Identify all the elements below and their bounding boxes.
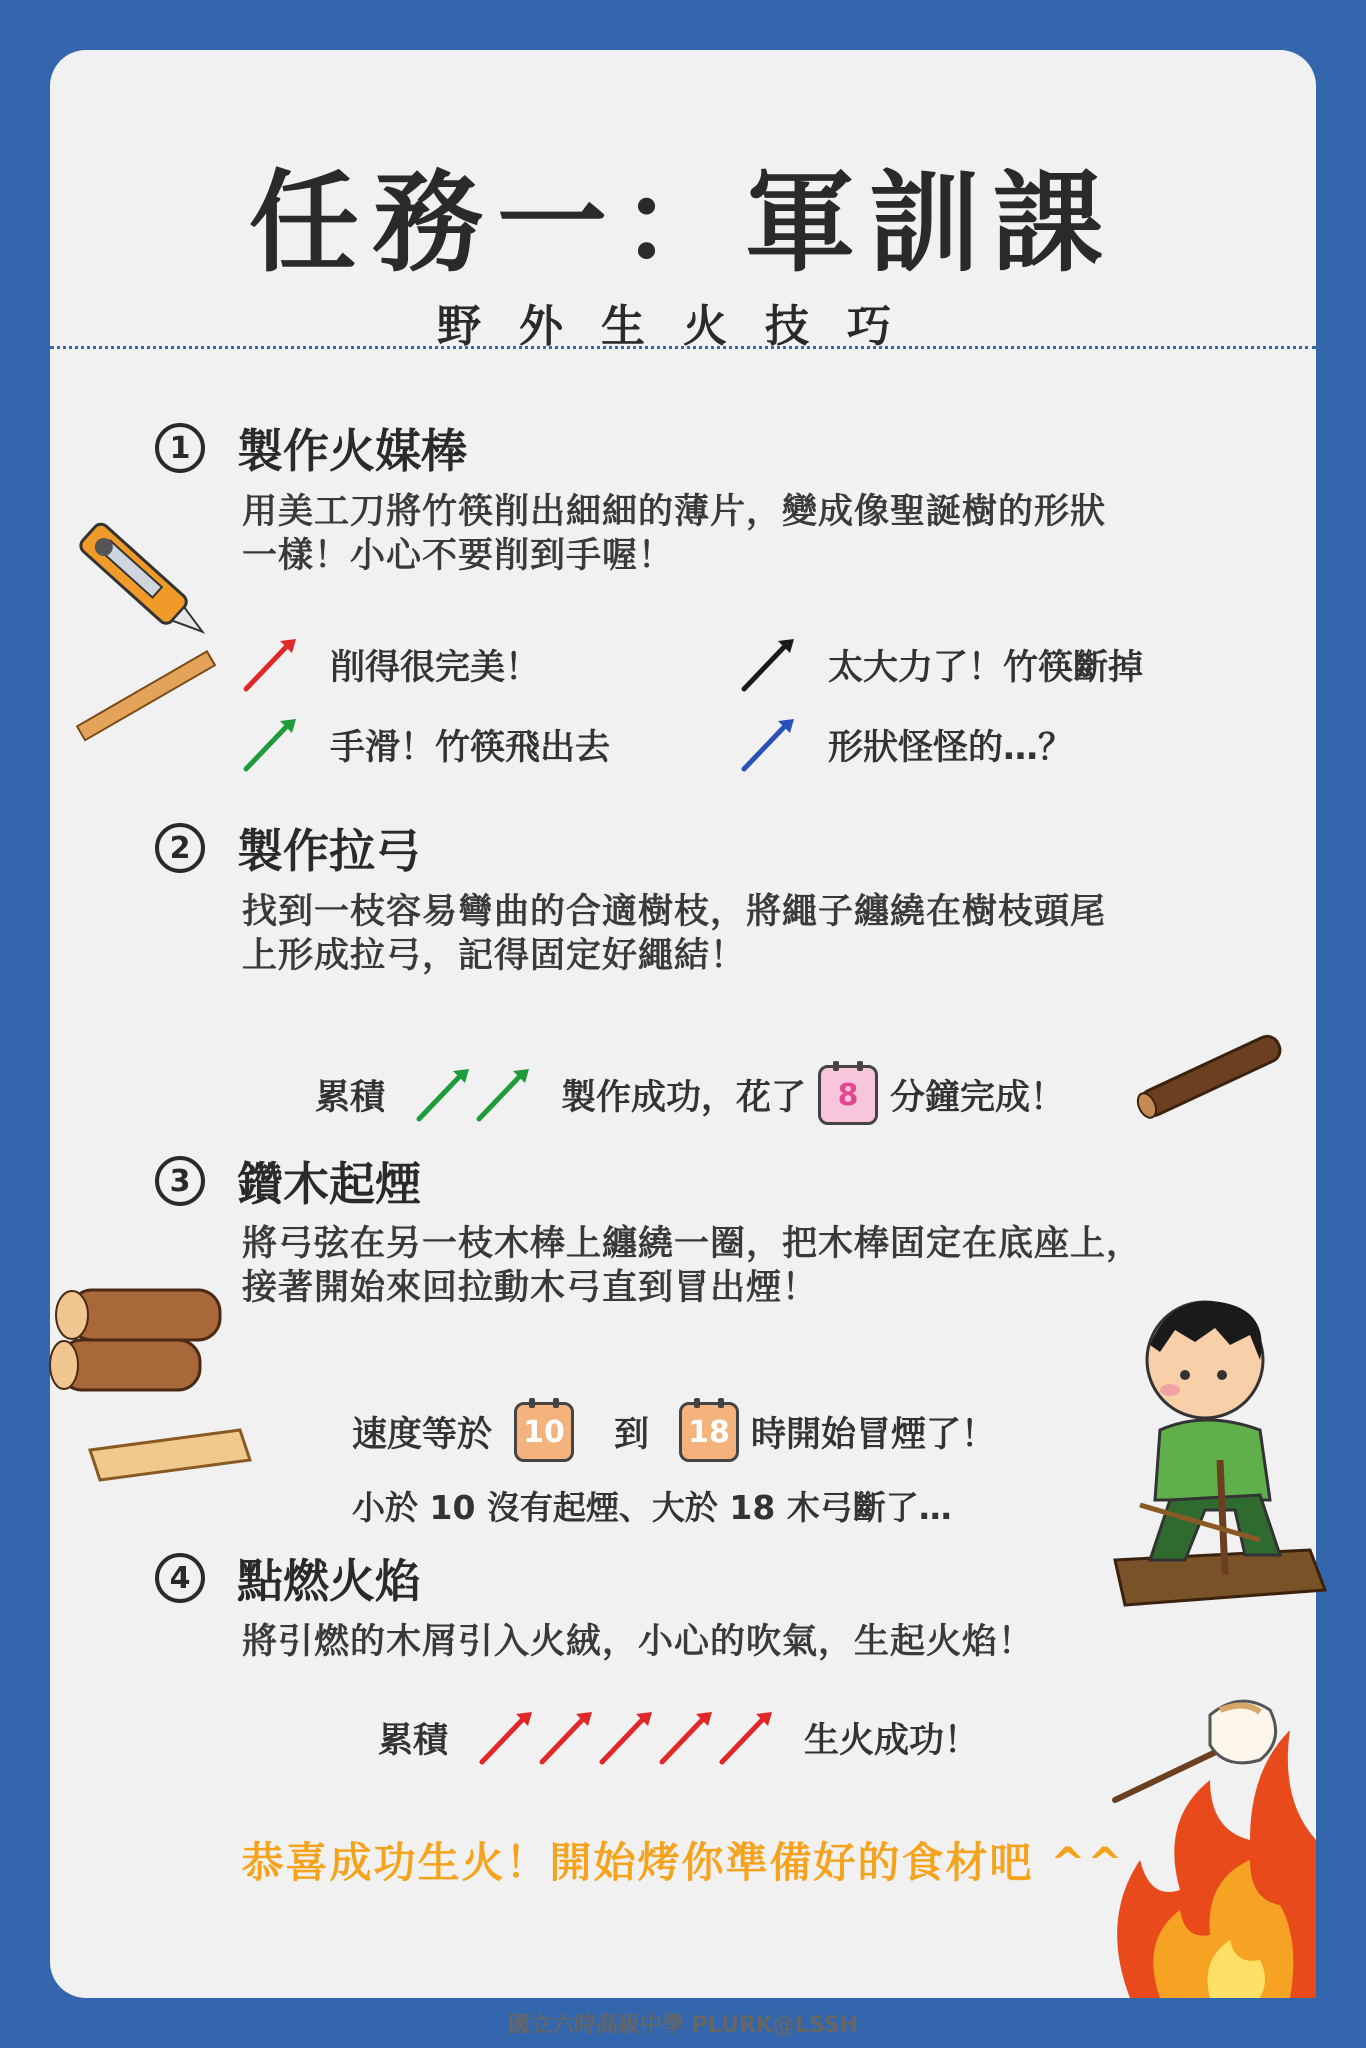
green-stick-icon — [473, 1065, 533, 1125]
step-2-post-text: 分鐘完成！ — [890, 1078, 1066, 1118]
wood-stick-icon — [1130, 1025, 1290, 1125]
page-title: 任務一：軍訓課 — [249, 159, 1117, 287]
fire-drill-boy-icon — [1110, 1290, 1330, 1620]
red-stick-icon — [716, 1708, 776, 1768]
step-2-title: 製作拉弓 — [237, 824, 421, 878]
step-4-title: 點燃火焰 — [237, 1554, 421, 1608]
outcome-blue — [738, 715, 1073, 775]
step-4-description — [242, 1620, 1242, 1664]
calendar-badge-10: 10 — [514, 1402, 574, 1462]
step-3-heading — [155, 1148, 421, 1214]
red-stick-icon — [656, 1708, 716, 1768]
blue-stick-icon — [738, 715, 798, 775]
step-2-result-line — [315, 1065, 1065, 1125]
green-stick-icon — [413, 1065, 473, 1125]
red-stick-icon — [536, 1708, 596, 1768]
step-4-number: 4 — [155, 1553, 205, 1603]
step-2-desc-line-1: 找到一枝容易彎曲的合適樹枝，將繩子纏繞在樹枝頭尾 — [242, 892, 1107, 932]
step-2-mid-text: 製作成功，花了 — [561, 1078, 807, 1118]
page-subtitle: 野外生火技巧 — [437, 301, 929, 352]
step-2-heading — [155, 815, 421, 881]
step-4-result-line — [378, 1708, 979, 1768]
log-pile-icon — [50, 1270, 270, 1490]
step-1-desc-line-2: 一樣！小心不要削到手喔！ — [242, 536, 675, 576]
outcome-red-text: 削得很完美！ — [330, 648, 541, 688]
step-3-desc-line-2: 接著開始來回拉動木弓直到冒出煙！ — [242, 1268, 819, 1308]
step-3-note: 小於 10 沒有起煙、大於 18 木弓斷了… — [352, 1488, 952, 1527]
step-4-desc-line-1: 將引燃的木屑引入火絨，小心的吹氣，生起火焰！ — [242, 1622, 1035, 1662]
step-1-number: 1 — [155, 423, 205, 473]
step-1-desc-line-1: 用美工刀將竹筷削出細細的薄片，變成像聖誕樹的形狀 — [242, 492, 1107, 532]
red-stick-icon — [476, 1708, 536, 1768]
outcome-green-text: 手滑！竹筷飛出去 — [330, 728, 611, 768]
outcome-red — [240, 635, 540, 695]
footer-credit: 國立六時高級中學 PLURK@LSSH — [507, 2013, 858, 2038]
dotted-divider — [50, 346, 1316, 349]
step-1-heading — [155, 415, 467, 481]
cutter-knife-icon — [50, 510, 220, 740]
red-stick-icon — [240, 635, 300, 695]
step-3-post-text: 時開始冒煙了！ — [751, 1415, 997, 1455]
outcome-green — [240, 715, 610, 775]
step-2-description — [242, 890, 1242, 978]
step-1-title: 製作火媒棒 — [237, 424, 467, 478]
step-3-pre-text: 速度等於 — [352, 1415, 493, 1455]
step-2-desc-line-2: 上形成拉弓，記得固定好繩結！ — [242, 936, 747, 976]
step-3-title: 鑽木起煙 — [237, 1157, 421, 1211]
step-3-mid-text: 到 — [614, 1415, 650, 1455]
step-2-pre-text: 累積 — [315, 1078, 386, 1118]
green-stick-icon — [240, 715, 300, 775]
step-3-description — [242, 1222, 1242, 1310]
outcome-black-text: 太大力了！竹筷斷掉 — [828, 648, 1144, 688]
outcome-blue-text: 形狀怪怪的…？ — [828, 728, 1074, 768]
red-stick-icon — [596, 1708, 656, 1768]
calendar-badge-8: 8 — [818, 1065, 878, 1125]
black-stick-icon — [738, 635, 798, 695]
outcome-black — [738, 635, 1143, 695]
step-3-result-line — [352, 1402, 996, 1462]
calendar-badge-18: 18 — [679, 1402, 739, 1462]
step-4-pre-text: 累積 — [378, 1721, 449, 1761]
step-4-post-text: 生火成功！ — [804, 1721, 980, 1761]
step-3-number: 3 — [155, 1156, 205, 1206]
step-4-heading — [155, 1545, 421, 1611]
congrats-message: 恭喜成功生火！開始烤你準備好的食材吧 ^^ — [241, 1838, 1125, 1887]
step-1-description — [242, 490, 1242, 578]
poster-card — [50, 50, 1316, 2038]
step-2-number: 2 — [155, 823, 205, 873]
step-3-desc-line-1: 將弓弦在另一枝木棒上纏繞一圈，把木棒固定在底座上， — [242, 1224, 1143, 1264]
